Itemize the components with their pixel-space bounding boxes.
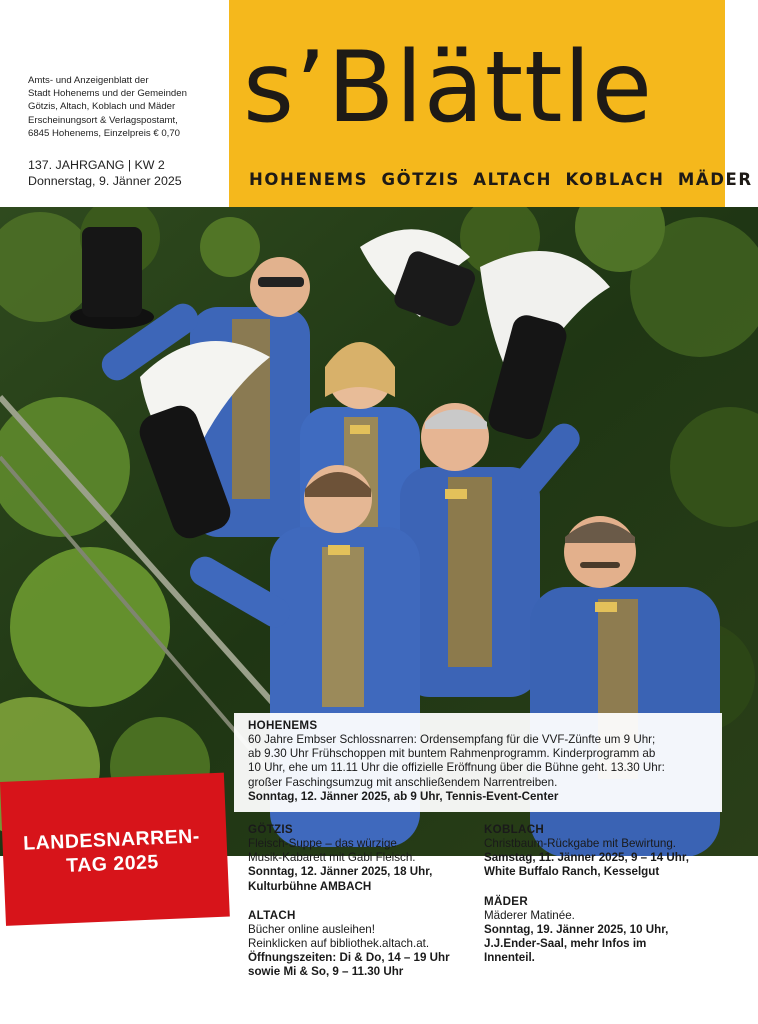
masthead-description-line: 6845 Hohenems, Einzelpreis € 0,70	[28, 127, 180, 139]
masthead-description-line: Erscheinungsort & Verlagspostamt,	[28, 114, 178, 126]
issue-number: 137. JAHRGANG | KW 2	[28, 158, 165, 173]
event-description-line: Musik-Kabarett mit Gabi Fleisch.	[248, 851, 416, 865]
town-heading: ALTACH	[248, 908, 296, 922]
event-date-location: Öffnungszeiten: Di & Do, 14 – 19 Uhr	[248, 951, 450, 965]
event-description-line: Bücher online ausleihen!	[248, 922, 375, 936]
badge-line: LANDESNARREN-	[22, 825, 201, 855]
logo-town: MÄDER	[677, 170, 753, 189]
event-date-location: Innenteil.	[484, 951, 535, 965]
event-description-line: ab 9.30 Uhr Frühschoppen mit buntem Rahmenprogramm. Kinderprogramm ab	[248, 747, 656, 761]
event-description-line: Mäderer Matinée.	[484, 908, 575, 922]
event-description-line: großer Faschingsumzug mit anschließendem Narrentreiben.	[248, 775, 558, 789]
event-description-line: 60 Jahre Embser Schlossnarren: Ordensempfang für die VVF-Zünfte um 9 Uhr;	[248, 733, 656, 746]
event-panel-hohenems	[234, 713, 722, 812]
event-date-location: Kulturbühne AMBACH	[248, 879, 372, 893]
event-date-location: Samstag, 11. Jänner 2025, 9 – 14 Uhr,	[484, 851, 689, 865]
masthead-description-line: Amts- und Anzeigenblatt der	[28, 75, 149, 86]
town-heading: MÄDER	[484, 894, 529, 908]
event-description-line: 10 Uhr, ehe um 11.11 Uhr die offizielle Eröffnung über die Bühne geht. 13.30 Uhr:	[248, 761, 665, 775]
town-heading: KOBLACH	[484, 823, 545, 836]
masthead-description-line: Stadt Hohenems und der Gemeinden	[28, 88, 187, 100]
logo-towns	[249, 170, 753, 189]
event-date-location: Sonntag, 12. Jänner 2025, 18 Uhr,	[248, 865, 433, 879]
logo-town: KOBLACH	[565, 170, 665, 189]
logo-town: HOHENEMS	[249, 170, 369, 189]
masthead-info	[28, 74, 228, 189]
event-description-line: Fleisch-Suppe – das würzige	[248, 837, 397, 850]
event-description	[248, 733, 708, 790]
event-maeder	[484, 895, 714, 966]
masthead-description-line: Götzis, Altach, Koblach und Mäder	[28, 101, 176, 113]
logo-box	[229, 0, 753, 216]
event-date-location: sowie Mi & So, 9 – 11.30 Uhr	[248, 965, 404, 979]
town-heading: GÖTZIS	[248, 823, 293, 836]
logo-title: s’Blättle	[243, 31, 654, 145]
event-column-right	[484, 823, 714, 980]
badge-line: TAG 2025	[65, 851, 160, 877]
event-description-line: Reinklicken auf bibliothek.altach.at.	[248, 937, 430, 951]
town-heading: HOHENEMS	[248, 719, 318, 732]
issue-date: Donnerstag, 9. Jänner 2025	[28, 174, 182, 189]
event-date-location: White Buffalo Ranch, Kesselgut	[484, 865, 660, 879]
badge-text	[0, 823, 225, 880]
event-date-location: Sonntag, 12. Jänner 2025, ab 9 Uhr, Tennis-Event-Center	[248, 789, 559, 803]
masthead-description	[28, 74, 228, 140]
logo-town: ALTACH	[473, 170, 553, 189]
event-koblach	[484, 823, 714, 880]
event-description-line: Christbaum-Rückgabe mit Bewirtung.	[484, 837, 677, 850]
event-date-location: J.J.Ender-Saal, mehr Infos im	[484, 937, 647, 951]
logo-town: GÖTZIS	[381, 170, 460, 189]
event-goetzis	[248, 823, 478, 894]
event-altach	[248, 909, 478, 980]
event-date-location: Sonntag, 19. Jänner 2025, 10 Uhr,	[484, 922, 669, 936]
event-column-left	[248, 823, 478, 995]
